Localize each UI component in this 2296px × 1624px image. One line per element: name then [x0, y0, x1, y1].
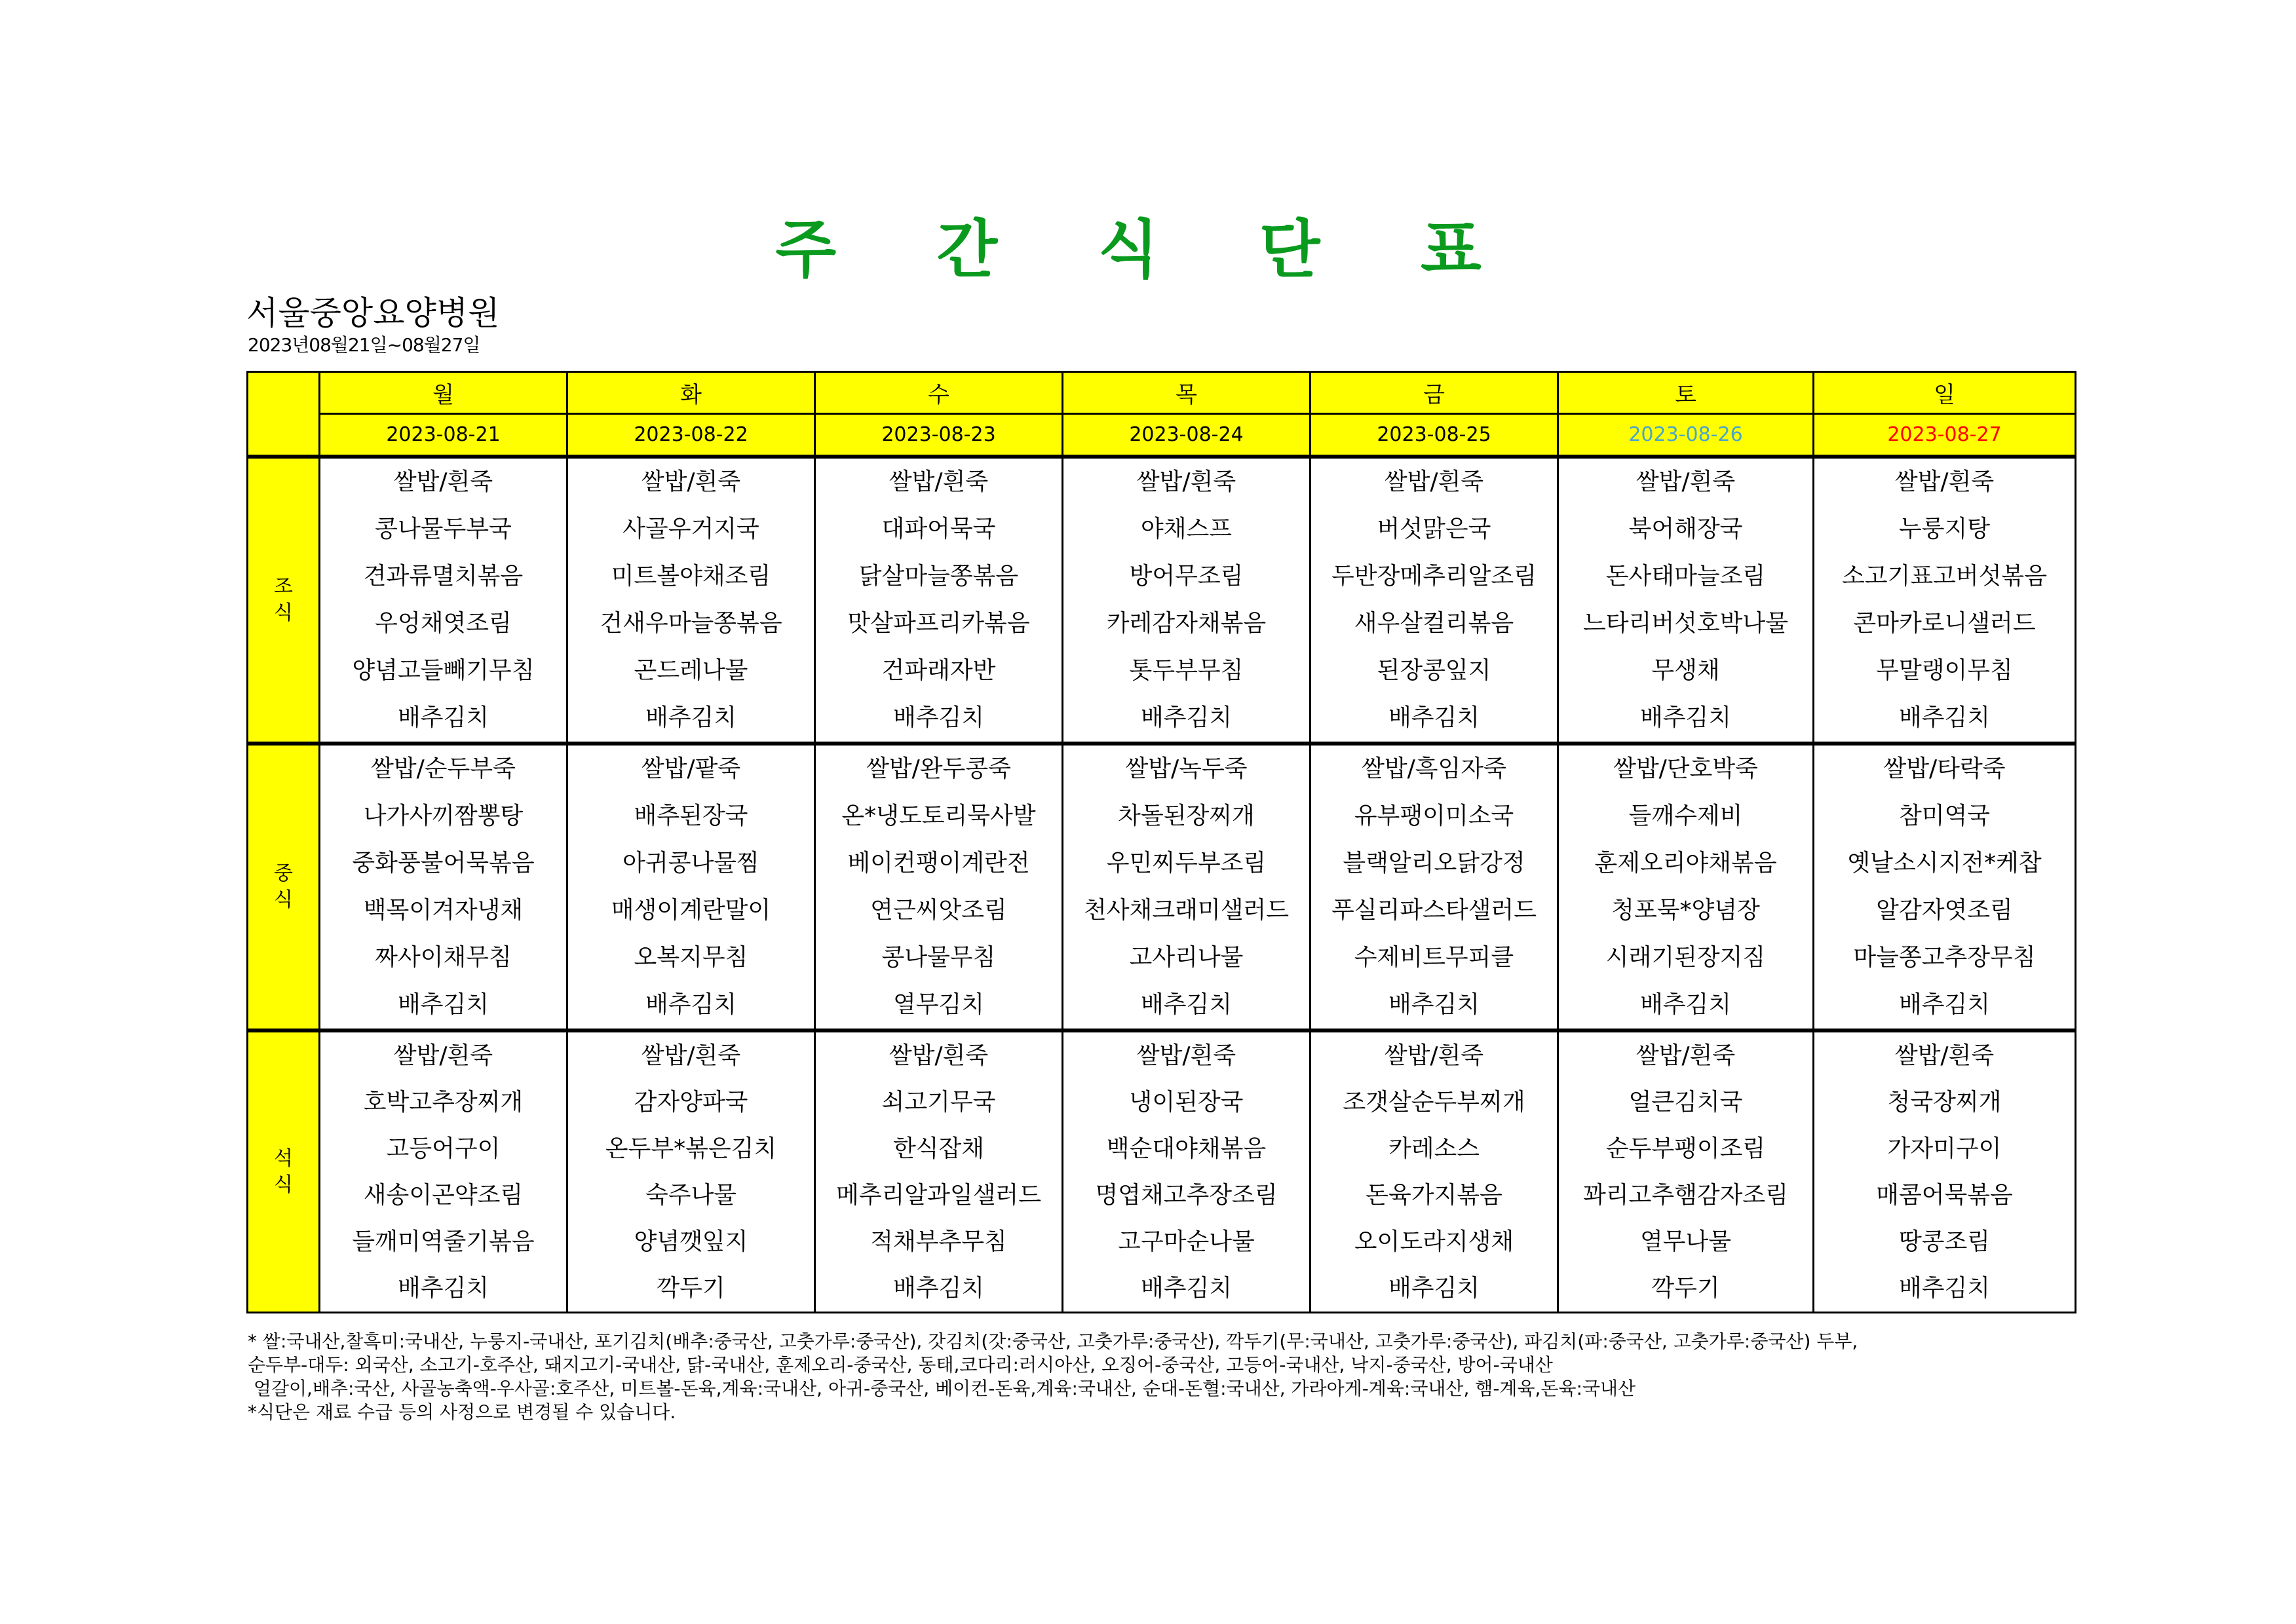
- menu-item: 쌀밥/흰죽: [641, 1042, 741, 1069]
- menu-item: 양념고들빼기무침: [352, 657, 535, 684]
- menu-item: 푸실리파스타샐러드: [1331, 897, 1537, 924]
- menu-item: 사골우거지국: [622, 516, 759, 542]
- meal-label-char: 석: [274, 1147, 293, 1170]
- date-cell: 2023-08-21: [320, 414, 567, 457]
- meal-row: [248, 1030, 2076, 1313]
- menu-item: 느타리버섯호박나물: [1583, 610, 1788, 637]
- date-row: [248, 414, 2076, 457]
- menu-cell: [567, 457, 815, 744]
- menu-item: 감자양파국: [634, 1089, 748, 1116]
- menu-item: 쌀밥/타락죽: [1883, 755, 2006, 782]
- menu-item: 수제비트무피클: [1354, 944, 1514, 971]
- date-cell: 2023-08-23: [815, 414, 1063, 457]
- menu-item: 톳두부무침: [1129, 657, 1244, 684]
- menu-item: 천사채크래미샐러드: [1084, 897, 1289, 924]
- menu-item: 배추김치: [397, 704, 489, 731]
- footnote-line: * 쌀:국내산,찰흑미:국내산, 누룽지-국내산, 포기김치(배추:중국산, 고춧가루:중국산), 갓김치(갓:중국산, 고춧가루:중국산), 깍두기(무:국내산, 고춧가루:중국산), 파김치(파:중국산, 고춧가루:중국산) 두부,: [248, 1331, 1858, 1352]
- meal-label: [248, 744, 320, 1030]
- page-title: 주 간 식 단 표: [775, 213, 1521, 286]
- date-cell: 2023-08-25: [1311, 414, 1558, 457]
- menu-item: 배추김치: [1388, 1275, 1480, 1302]
- menu-item: 시래기된장지짐: [1605, 944, 1766, 971]
- menu-item: 쌀밥/흰죽: [1384, 1042, 1484, 1069]
- menu-item: 맛살파프리카볶음: [847, 610, 1030, 637]
- menu-item: 꽈리고추햄감자조림: [1583, 1182, 1788, 1209]
- menu-item: 곤드레나물: [634, 657, 748, 684]
- menu-item: 쇠고기무국: [881, 1089, 996, 1116]
- menu-item: 새송이곤약조림: [363, 1182, 524, 1209]
- meal-row: [248, 457, 2076, 744]
- menu-item: 카레감자채볶음: [1106, 610, 1267, 637]
- menu-item: 온두부*볶은김치: [605, 1135, 777, 1162]
- menu-item: 냉이된장국: [1129, 1089, 1244, 1116]
- menu-item: 쌀밥/흰죽: [1636, 468, 1736, 495]
- day-name-row: [248, 372, 2076, 414]
- menu-cell: [1311, 457, 1558, 744]
- menu-item: 매콤어묵볶음: [1876, 1182, 2013, 1209]
- menu-item: 백목이겨자냉채: [363, 897, 524, 924]
- menu-item: 배추김치: [1140, 1275, 1233, 1302]
- menu-cell: [1558, 744, 1814, 1030]
- day-name-cell: 화: [567, 372, 815, 414]
- menu-cell: [1814, 744, 2076, 1030]
- menu-item: 메추리알과일샐러드: [836, 1182, 1041, 1209]
- weekly-menu-table: [246, 371, 2076, 1313]
- menu-cell: [1814, 457, 2076, 744]
- menu-cell: [567, 1030, 815, 1313]
- menu-cell: [1558, 457, 1814, 744]
- meal-label: [248, 1030, 320, 1313]
- menu-cell: [1063, 457, 1311, 744]
- day-name-cell: 목: [1063, 372, 1311, 414]
- menu-item: 호박고추장찌개: [363, 1089, 524, 1116]
- menu-item: 오이도라지생채: [1354, 1228, 1514, 1255]
- menu-item: 쌀밥/녹두죽: [1125, 755, 1248, 782]
- hospital-name: 서울중앙요양병원: [246, 294, 500, 332]
- date-cell: 2023-08-22: [567, 414, 815, 457]
- menu-item: 열무나물: [1639, 1228, 1732, 1255]
- day-name-cell: 월: [320, 372, 567, 414]
- menu-item: 대파어묵국: [881, 516, 996, 542]
- menu-item: 짜사이채무침: [375, 944, 512, 971]
- menu-item: 견과류멸치볶음: [363, 563, 524, 590]
- menu-item: 조갯살순두부찌개: [1343, 1089, 1525, 1116]
- menu-item: 배추김치: [1140, 704, 1233, 731]
- menu-item: 고구마순나물: [1118, 1228, 1255, 1255]
- meal-label-char: 식: [274, 1173, 293, 1196]
- menu-item: 쌀밥/흰죽: [1136, 1042, 1236, 1069]
- menu-item: 청포묵*양념장: [1611, 897, 1760, 924]
- menu-item: 알감자엿조림: [1876, 897, 2013, 924]
- menu-item: 차돌된장찌개: [1118, 803, 1255, 829]
- menu-item: 두반장메추리알조림: [1331, 563, 1537, 590]
- menu-item: 땅콩조림: [1898, 1228, 1991, 1255]
- menu-item: 배추김치: [645, 704, 737, 731]
- menu-item: 유부팽이미소국: [1354, 803, 1514, 829]
- menu-cell: [1063, 744, 1311, 1030]
- menu-item: 쌀밥/흰죽: [641, 468, 741, 495]
- menu-cell: [320, 457, 567, 744]
- menu-item: 베이컨팽이계란전: [847, 850, 1030, 877]
- menu-cell: [1558, 1030, 1814, 1313]
- menu-item: 배추김치: [1898, 991, 1991, 1018]
- menu-item: 카레소스: [1388, 1135, 1480, 1162]
- menu-item: 배추김치: [645, 991, 737, 1018]
- menu-item: 된장콩잎지: [1377, 657, 1491, 684]
- menu-item: 쌀밥/완두콩죽: [866, 755, 1011, 782]
- menu-item: 쌀밥/흰죽: [393, 468, 493, 495]
- menu-item: 배추김치: [1639, 704, 1732, 731]
- menu-item: 쌀밥/흰죽: [889, 1042, 989, 1069]
- day-name-cell: 수: [815, 372, 1063, 414]
- meal-label-char: 식: [274, 601, 293, 624]
- menu-item: 한식잡채: [892, 1135, 985, 1162]
- menu-item: 배추김치: [892, 704, 985, 731]
- meal-label-char: 식: [274, 888, 293, 911]
- menu-cell: [320, 744, 567, 1030]
- menu-item: 버섯맑은국: [1377, 516, 1491, 542]
- menu-item: 훈제오리야채볶음: [1594, 850, 1777, 877]
- menu-cell: [1814, 1030, 2076, 1313]
- menu-item: 미트볼야채조림: [611, 563, 771, 590]
- menu-item: 들깨수제비: [1628, 803, 1743, 829]
- menu-item: 우민찌두부조림: [1106, 850, 1267, 877]
- menu-item: 무생채: [1651, 657, 1720, 684]
- day-name-cell: 일: [1814, 372, 2076, 414]
- menu-item: 깍두기: [657, 1275, 725, 1302]
- menu-item: 쌀밥/흰죽: [1636, 1042, 1736, 1069]
- menu-item: 배추김치: [1388, 991, 1480, 1018]
- menu-cell: [1063, 1030, 1311, 1313]
- menu-item: 배추김치: [1639, 991, 1732, 1018]
- menu-item: 쌀밥/순두부죽: [371, 755, 516, 782]
- menu-cell: [815, 457, 1063, 744]
- menu-item: 쌀밥/팥죽: [641, 755, 741, 782]
- menu-cell: [567, 744, 815, 1030]
- origin-footnote: [248, 1330, 2082, 1424]
- menu-item: 고사리나물: [1129, 944, 1244, 971]
- menu-item: 양념깻잎지: [634, 1228, 748, 1255]
- menu-item: 열무김치: [892, 991, 985, 1018]
- menu-item: 건새우마늘쫑볶음: [600, 610, 782, 637]
- menu-item: 들깨미역줄기볶음: [352, 1228, 535, 1255]
- menu-item: 얼큰김치국: [1628, 1089, 1743, 1116]
- menu-item: 북어해장국: [1628, 516, 1743, 542]
- menu-item: 콩나물무침: [881, 944, 996, 971]
- menu-item: 명엽채고추장조림: [1095, 1182, 1278, 1209]
- day-name-cell: 금: [1311, 372, 1558, 414]
- menu-item: 매생이계란말이: [611, 897, 771, 924]
- menu-item: 숙주나물: [645, 1182, 737, 1209]
- menu-item: 배추김치: [892, 1275, 985, 1302]
- menu-item: 중화풍불어묵볶음: [352, 850, 535, 877]
- menu-item: 옛날소시지전*케찹: [1847, 850, 2042, 877]
- footnote-line: 얼갈이,배추:국산, 사골농축액-우사골:호주산, 미트볼-돈육,계육:국내산, 아귀-중국산, 베이컨-돈육,계육:국내산, 순대-돈혈:국내산, 가라아게-계육:국내산, 햄-계육,돈육:국내산: [248, 1378, 1636, 1399]
- menu-item: 쌀밥/흰죽: [889, 468, 989, 495]
- menu-item: 돈사태마늘조림: [1605, 563, 1766, 590]
- menu-item: 쌀밥/흰죽: [1384, 468, 1484, 495]
- menu-cell: [1311, 744, 1558, 1030]
- menu-item: 깍두기: [1651, 1275, 1720, 1302]
- menu-item: 무말랭이무침: [1876, 657, 2013, 684]
- meal-label: [248, 457, 320, 744]
- menu-item: 콩나물두부국: [375, 516, 512, 542]
- day-name-cell: 토: [1558, 372, 1814, 414]
- menu-item: 배추된장국: [634, 803, 748, 829]
- menu-item: 참미역국: [1898, 803, 1991, 829]
- menu-item: 아귀콩나물찜: [622, 850, 759, 877]
- menu-item: 나가사끼짬뽕탕: [363, 803, 524, 829]
- menu-item: 배추김치: [397, 1275, 489, 1302]
- menu-item: 소고기표고버섯볶음: [1842, 563, 2047, 590]
- menu-cell: [1311, 1030, 1558, 1313]
- menu-item: 가자미구이: [1887, 1135, 2002, 1162]
- menu-item: 방어무조림: [1129, 563, 1244, 590]
- menu-period: 2023년08월21일~08월27일: [248, 334, 480, 356]
- date-cell: 2023-08-26: [1558, 414, 1814, 457]
- menu-item: 오복지무침: [634, 944, 748, 971]
- menu-item: 쌀밥/흰죽: [1894, 468, 1995, 495]
- menu-cell: [320, 1030, 567, 1313]
- footnote-line: 순두부-대두: 외국산, 소고기-호주산, 돼지고기-국내산, 닭-국내산, 훈제오리-중국산, 동태,코다리:러시아산, 오징어-중국산, 고등어-국내산, 낙지-중국산, 방어-국내산: [248, 1354, 1553, 1376]
- menu-item: 마늘쫑고추장무침: [1853, 944, 2036, 971]
- menu-item: 배추김치: [1140, 991, 1233, 1018]
- menu-item: 콘마카로니샐러드: [1853, 610, 2036, 637]
- menu-item: 우엉채엿조림: [375, 610, 512, 637]
- menu-item: 쌀밥/흰죽: [393, 1042, 493, 1069]
- menu-item: 쌀밥/흰죽: [1894, 1042, 1995, 1069]
- menu-item: 블랙알리오닭강정: [1343, 850, 1525, 877]
- menu-item: 쌀밥/흑임자죽: [1362, 755, 1506, 782]
- menu-item: 닭살마늘쫑볶음: [858, 563, 1019, 590]
- footnote-line: *식단은 재료 수급 등의 사정으로 변경될 수 있습니다.: [248, 1401, 676, 1423]
- menu-item: 온*냉도토리묵사발: [841, 803, 1036, 829]
- menu-item: 배추김치: [1898, 1275, 1991, 1302]
- menu-item: 건파래자반: [881, 657, 996, 684]
- menu-item: 청국장찌개: [1887, 1089, 2002, 1116]
- menu-item: 새우살컬리볶음: [1354, 610, 1514, 637]
- date-cell: 2023-08-27: [1814, 414, 2076, 457]
- menu-item: 돈육가지볶음: [1366, 1182, 1502, 1209]
- menu-item: 배추김치: [1388, 704, 1480, 731]
- meal-label-char: 조: [274, 575, 293, 598]
- menu-item: 누룽지탕: [1898, 516, 1991, 542]
- corner-cell: [248, 372, 320, 457]
- menu-item: 쌀밥/흰죽: [1136, 468, 1236, 495]
- date-cell: 2023-08-24: [1063, 414, 1311, 457]
- menu-item: 연근씨앗조림: [870, 897, 1007, 924]
- menu-item: 배추김치: [1898, 704, 1991, 731]
- meal-label-char: 중: [274, 862, 293, 885]
- menu-item: 고등어구이: [386, 1135, 501, 1162]
- menu-cell: [815, 1030, 1063, 1313]
- menu-item: 적채부추무침: [870, 1228, 1007, 1255]
- menu-cell: [815, 744, 1063, 1030]
- meal-row: [248, 744, 2076, 1030]
- menu-item: 쌀밥/단호박죽: [1613, 755, 1758, 782]
- menu-item: 야채스프: [1140, 516, 1233, 542]
- menu-item: 순두부팽이조림: [1605, 1135, 1766, 1162]
- menu-item: 배추김치: [397, 991, 489, 1018]
- menu-item: 백순대야채볶음: [1106, 1135, 1267, 1162]
